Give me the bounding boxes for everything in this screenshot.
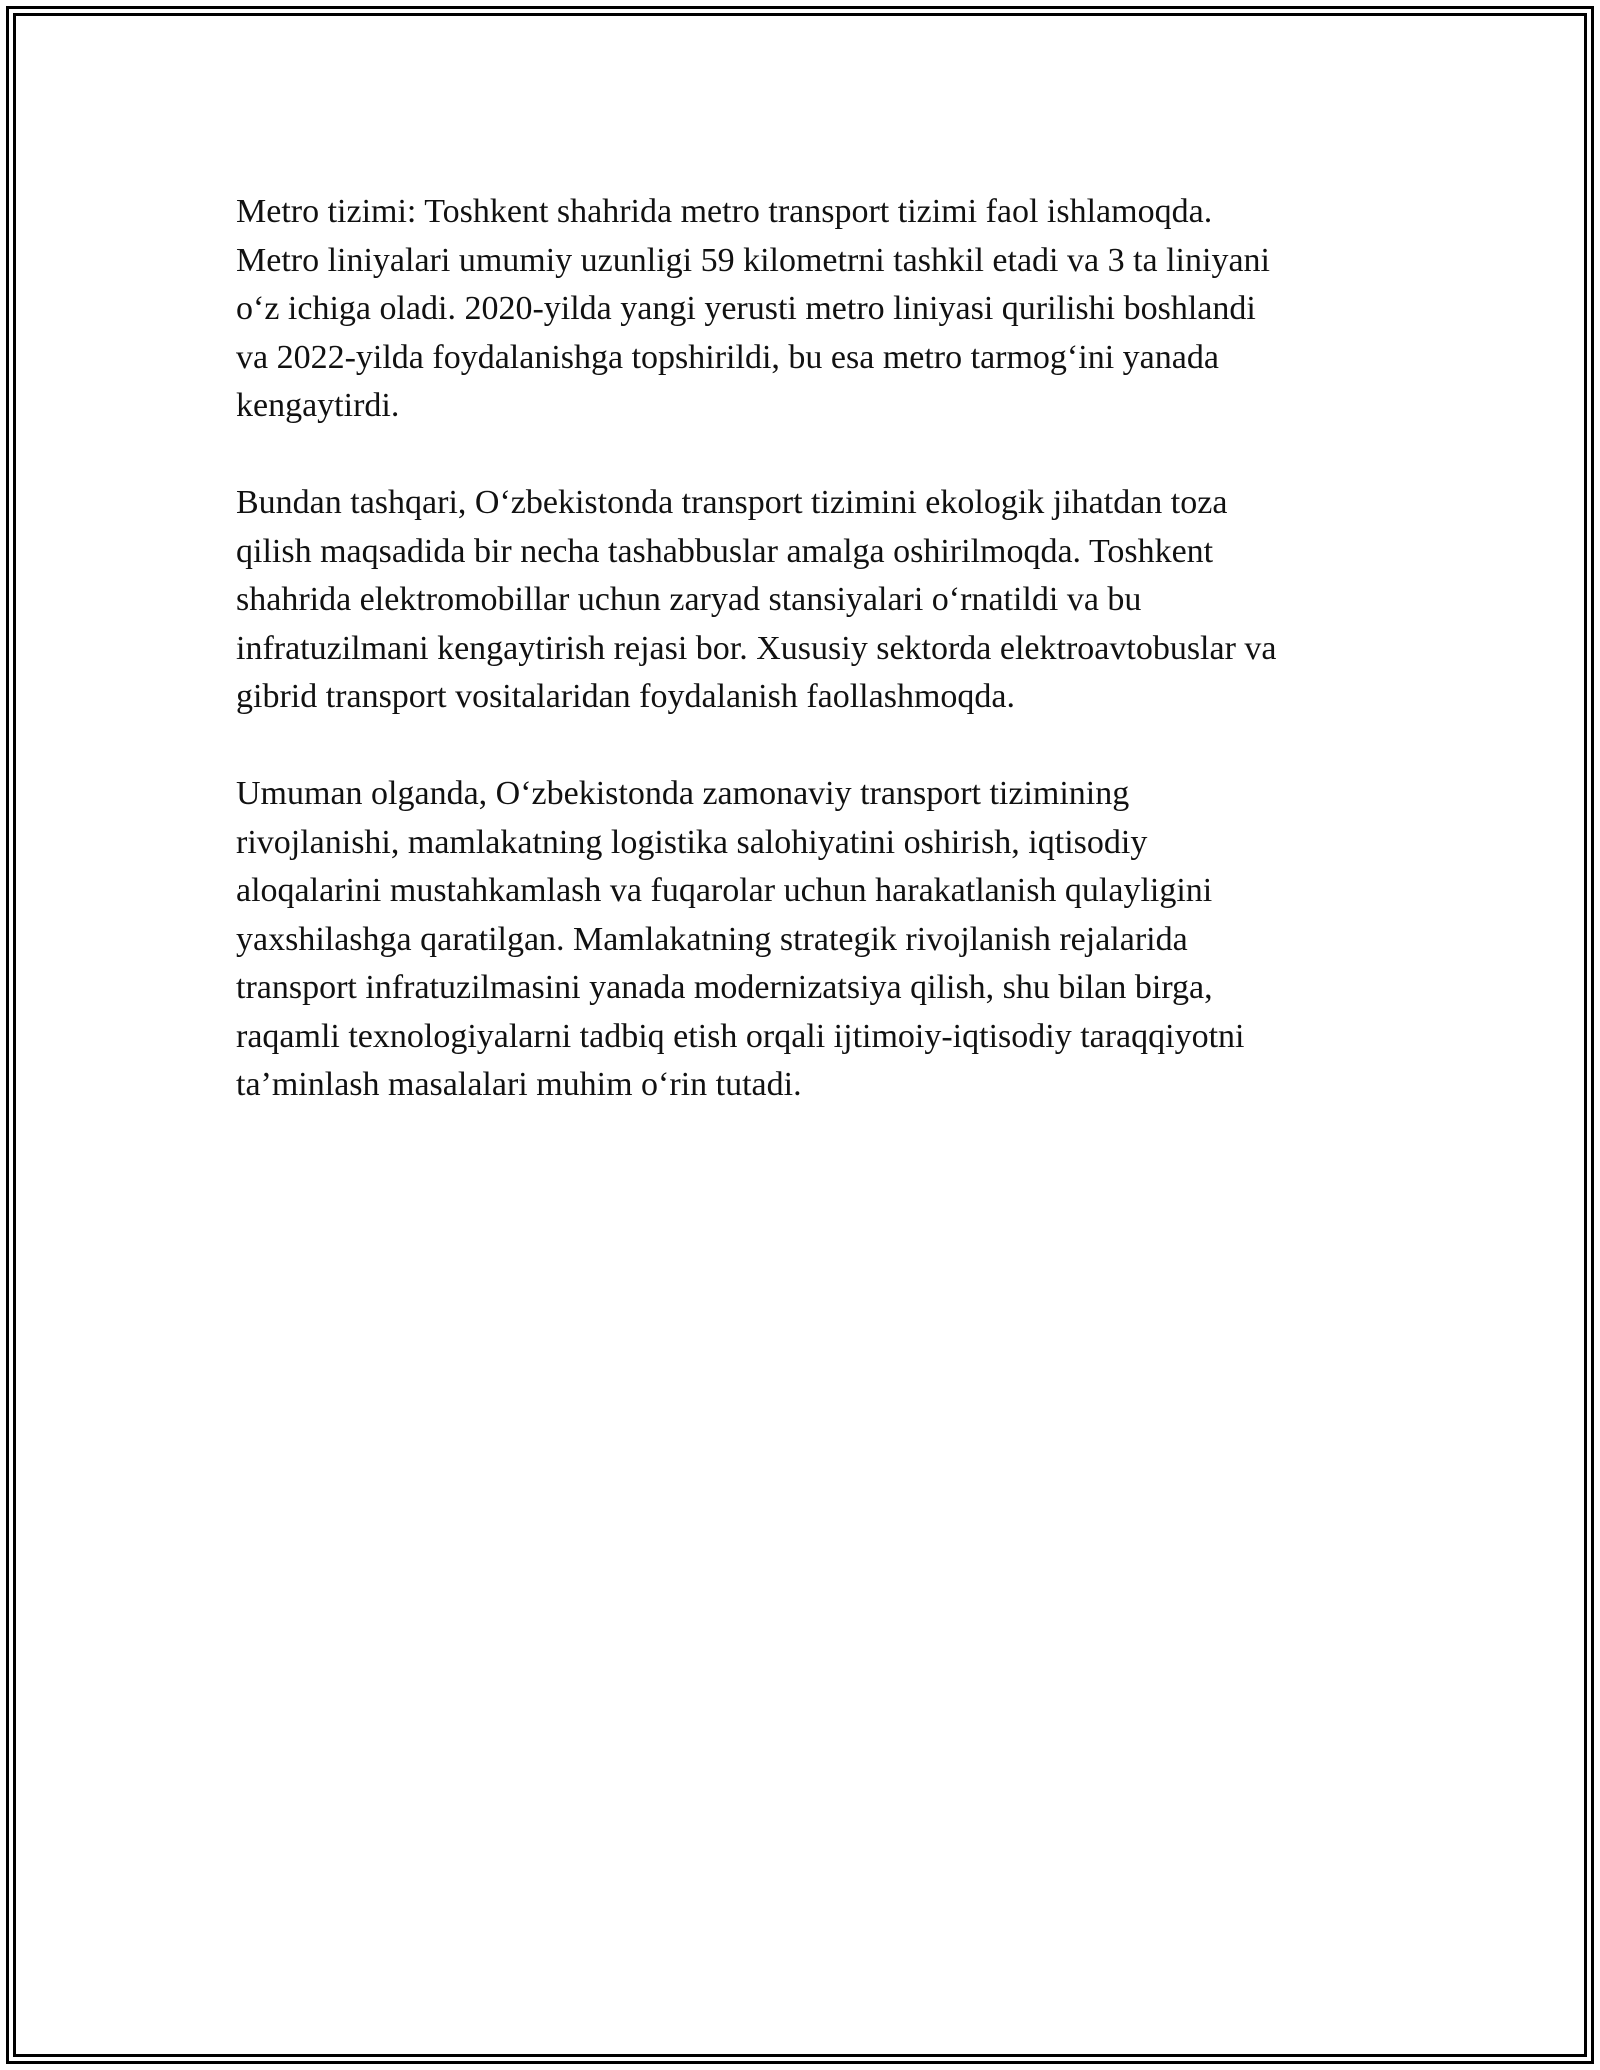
text-line: yaxshilashga qaratilgan. Mamlakatning strategik rivojlanish rejalarida: [236, 920, 1188, 958]
text-line: gibrid transport vositalaridan foydalanish faollashmoqda.: [236, 678, 1015, 715]
text-line: va 2022-yilda foydalanishga topshirildi, bu esa metro tarmog‘ini yanada: [236, 338, 1219, 376]
text-line: raqamli texnologiyalarni tadbiq etish orqali ijtimoiy-iqtisodiy taraqqiyotni: [236, 1017, 1245, 1055]
text-line: Umuman olganda, O‘zbekistonda zamonaviy transport tizimining: [236, 775, 1130, 812]
text-line: shahrida elektromobillar uchun zaryad stansiyalari o‘rnatildi va bu: [236, 581, 1142, 618]
paragraph-conclusion: [236, 770, 1376, 1110]
text-line: infratuzilmani kengaytirish rejasi bor. Xususiy sektorda elektroavtobuslar va: [236, 629, 1277, 667]
text-line: ta’minlash masalalari muhim o‘rin tutadi.: [236, 1066, 802, 1103]
text-line: rivojlanishi, mamlakatning logistika salohiyatini oshirish, iqtisodiy: [236, 823, 1148, 861]
text-line: kengaytirdi.: [236, 387, 400, 424]
document-body: [236, 188, 1376, 1158]
text-line: qilish maqsadida bir necha tashabbuslar amalga oshirilmoqda. Toshkent: [236, 532, 1214, 570]
text-line: Metro liniyalari umumiy uzunligi 59 kilometrni tashkil etadi va 3 ta liniyani: [236, 241, 1270, 279]
paragraph-ecology: [236, 479, 1376, 722]
text-line: Metro tizimi: Toshkent shahrida metro transport tizimi faol ishlamoqda.: [236, 193, 1213, 230]
text-line: o‘z ichiga oladi. 2020-yilda yangi yerusti metro liniyasi qurilishi boshlandi: [236, 290, 1256, 327]
text-line: Bundan tashqari, O‘zbekistonda transport tizimini ekologik jihatdan toza: [236, 484, 1228, 521]
text-line: transport infratuzilmasini yanada modernizatsiya qilish, shu bilan birga,: [236, 969, 1213, 1006]
paragraph-metro: [236, 188, 1376, 431]
text-line: aloqalarini mustahkamlash va fuqarolar uchun harakatlanish qulayligini: [236, 872, 1213, 909]
